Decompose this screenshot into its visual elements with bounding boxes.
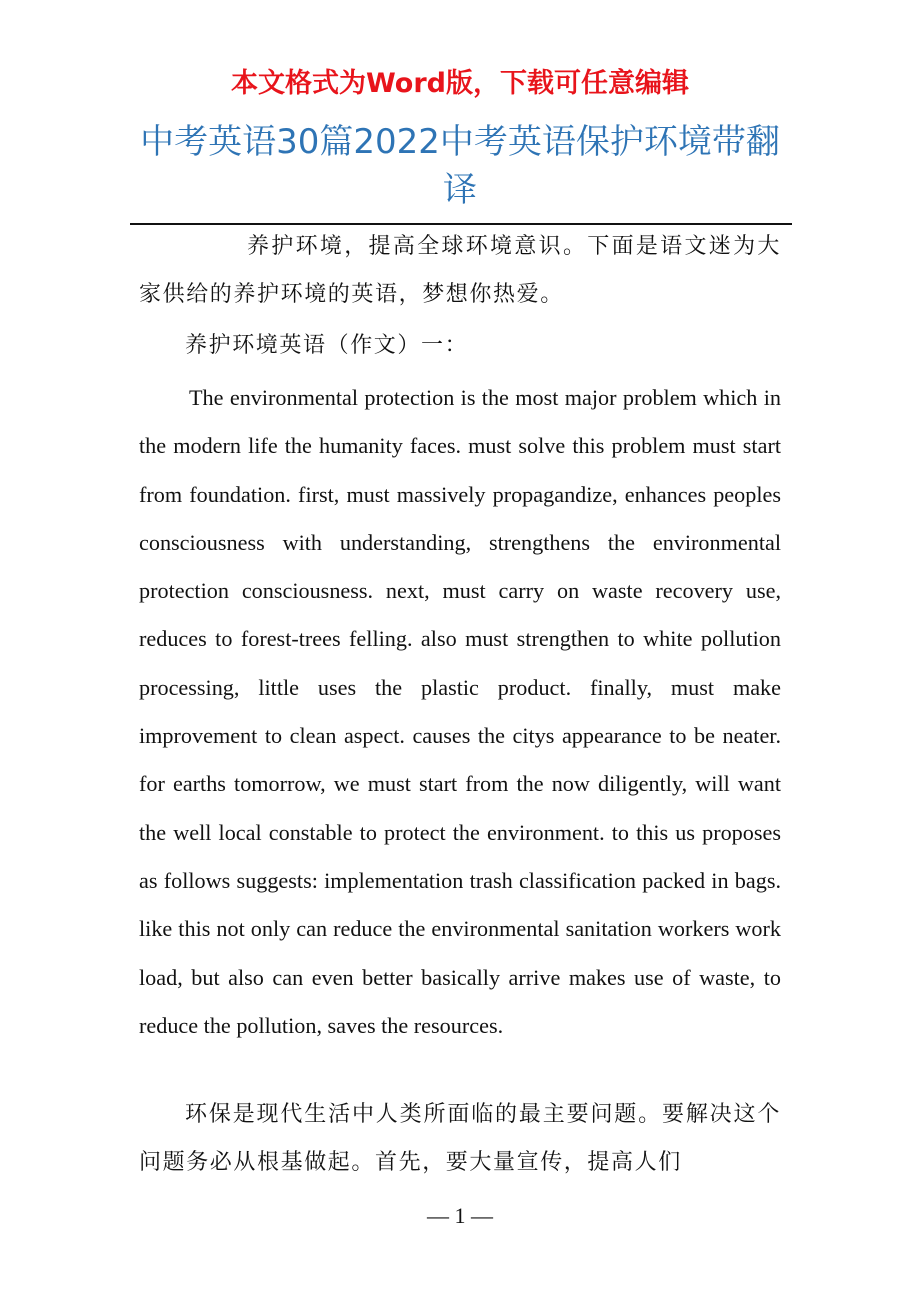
page-number: — 1 — (427, 1203, 493, 1228)
english-essay-paragraph: The environmental protection is the most major problem which in the modern life the humanity faces. must solve this problem must start from foundation. first, must massively propagandize, enhances peoples consciousness with understanding, strengthens the environmental protection consciousness. next, must carry on waste recovery use, reduces to forest-trees felling. also must strengthen to white pollution processing, little uses the plastic product. finally, must make improvement to clean aspect. causes the citys appearance to be neater. for earths tomorrow, we must start from the now diligently, will want the well local constable to protect the environment. to this us proposes as follows suggests: implementation trash classification packed in bags. like this not only can reduce the environmental sanitation workers work load, but also can even better basically arrive makes use of waste, to reduce the pollution, saves the resources. (139, 385, 781, 1038)
format-notice: 本文格式为Word版，下载可任意编辑 (230, 68, 689, 99)
document-title: 中考英语30篇2022中考英语保护环境带翻译 (140, 122, 780, 210)
chinese-translation-paragraph: 环保是现代生活中人类所面临的最主要问题。要解决这个问题务必从根基做起。首先，要大量宣传，提高人们 (139, 1102, 781, 1175)
intro-paragraph: 养护环境，提高全球环境意识。下面是语文迷为大家供给的养护环境的英语，梦想你热爱。 (139, 234, 781, 307)
section-heading: 养护环境英语（作文）一： (185, 333, 469, 358)
